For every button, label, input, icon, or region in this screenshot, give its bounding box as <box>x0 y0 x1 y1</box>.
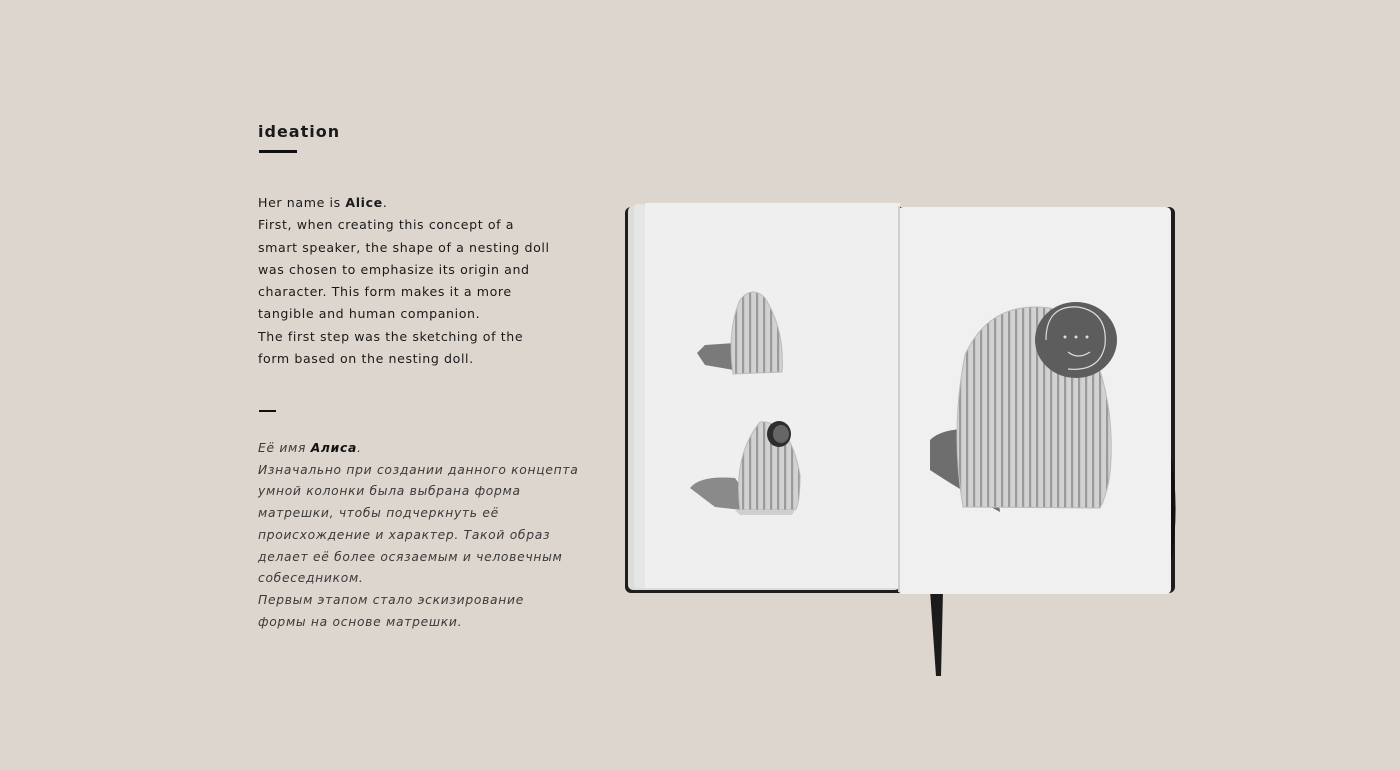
text-line: Изначально при создании данного концепта <box>258 462 579 477</box>
russian-intro <box>258 438 578 460</box>
intro-suffix: . <box>382 195 388 210</box>
sketchbook-illustration <box>620 195 1190 685</box>
text-line: происхождение и характер. Такой образ <box>258 527 551 542</box>
character-name: Алиса <box>310 441 357 455</box>
text-line: character. This form makes it a more <box>258 284 512 300</box>
text-line: Первым этапом стало эскизирование <box>258 592 524 607</box>
text-line: формы на основе матрешки. <box>258 614 463 629</box>
text-line: делает её более осязаемым и человечным <box>258 549 563 564</box>
text-line: The first step was the sketching of the <box>258 328 524 344</box>
text-line: was chosen to emphasize its origin and <box>258 261 530 277</box>
bookmark-ribbon <box>930 590 943 676</box>
language-separator <box>259 410 276 412</box>
text-line: tangible and human companion. <box>258 306 481 322</box>
text-line: умной колонки была выбрана форма <box>258 484 521 499</box>
english-intro <box>258 192 550 214</box>
intro-suffix: . <box>356 441 362 455</box>
text-line: First, when creating this concept of a <box>258 217 515 233</box>
russian-description <box>258 438 578 633</box>
title-underline <box>259 150 297 153</box>
text-line: собеседником. <box>258 571 364 586</box>
text-line: smart speaker, the shape of a nesting doll <box>258 239 550 255</box>
text-line: матрешки, чтобы подчеркнуть её <box>258 506 499 521</box>
text-line: form based on the nesting doll. <box>258 351 474 367</box>
character-name: Alice <box>345 195 383 210</box>
section-title: ideation <box>258 122 341 141</box>
english-description <box>258 192 550 370</box>
intro-prefix: Her name is <box>258 195 346 210</box>
left-page <box>645 203 900 588</box>
intro-prefix: Её имя <box>258 441 311 455</box>
